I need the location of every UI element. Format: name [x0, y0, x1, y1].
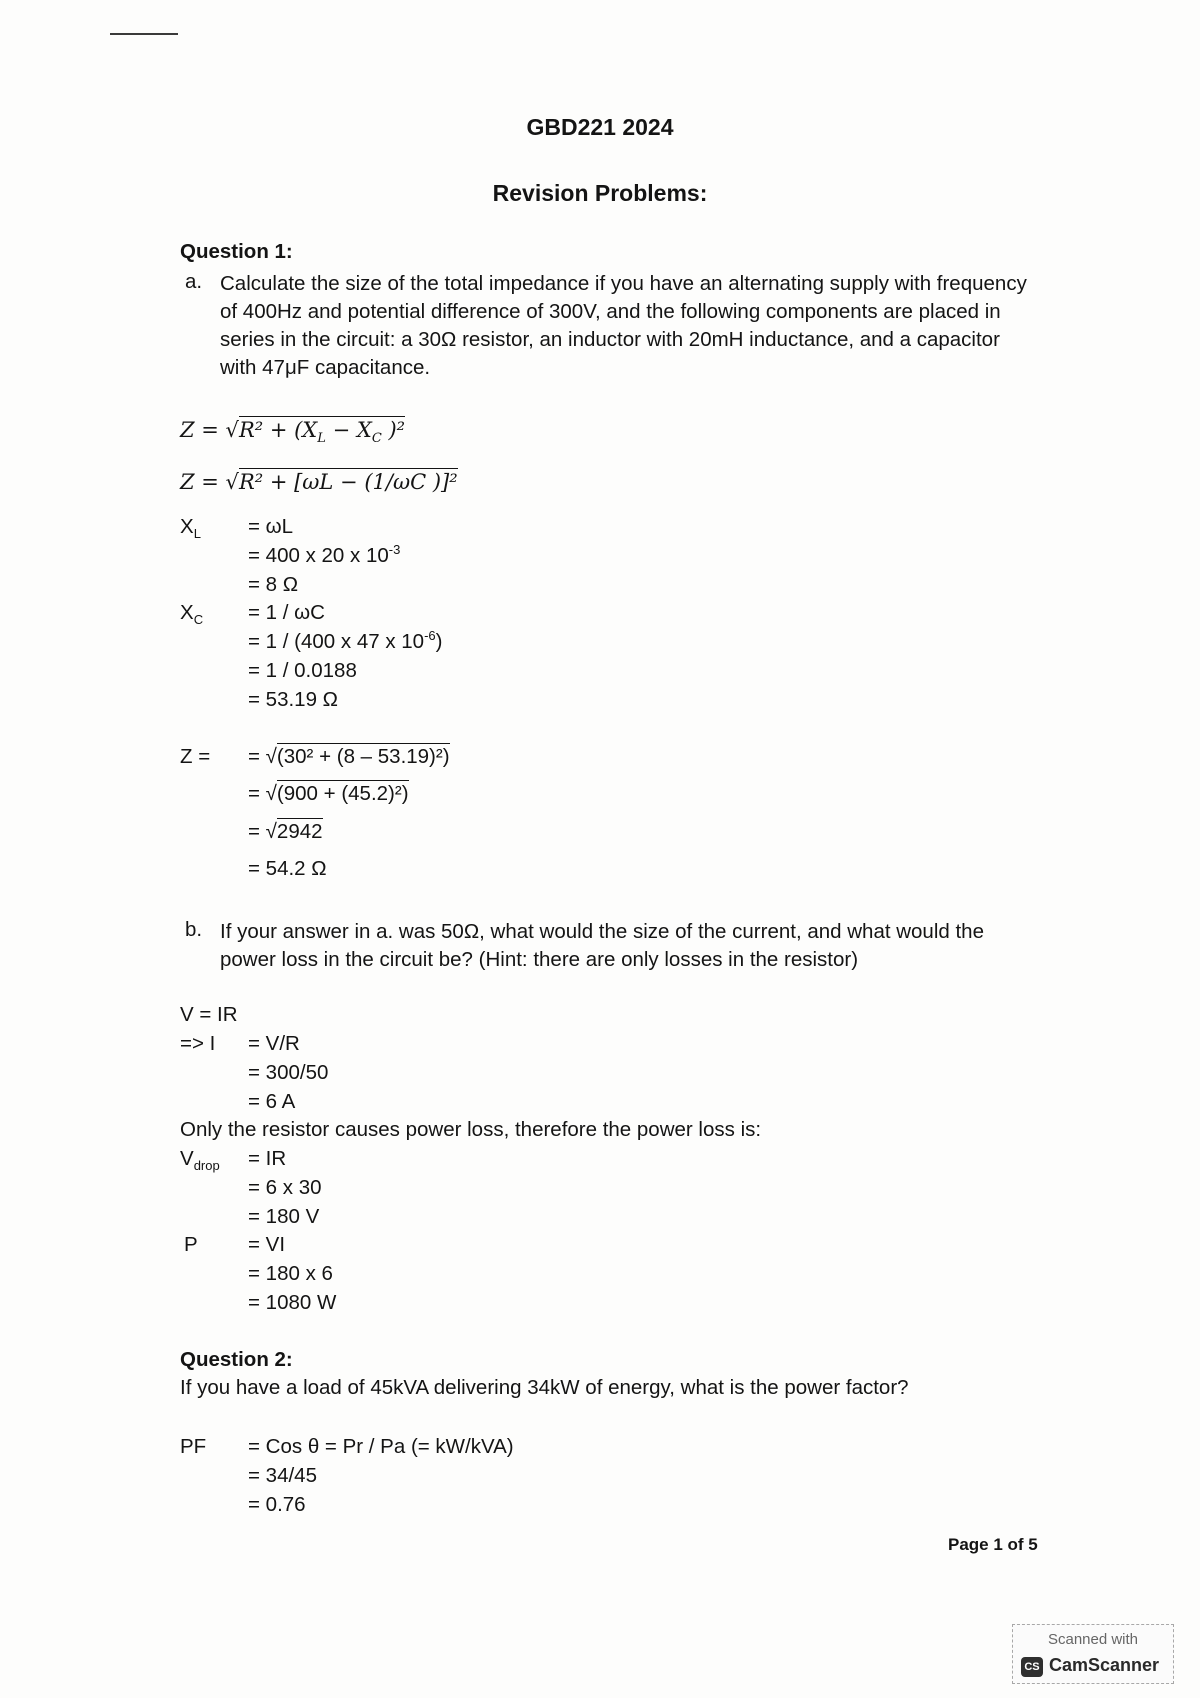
impedance-formula-2: [180, 470, 458, 494]
formula-2-radicand: R² + [ωL − (1/ωC )]²: [238, 470, 458, 494]
z-line-2: = √(900 + (45.2)²): [248, 782, 409, 805]
question-1-heading: Question 1:: [180, 240, 293, 263]
current-label: => I: [180, 1032, 216, 1055]
current-line-2: = 300/50: [248, 1061, 329, 1084]
camscanner-logo-icon: CS: [1021, 1657, 1043, 1677]
z-line-4: = 54.2 Ω: [248, 857, 327, 880]
power-factor-line-2: = 34/45: [248, 1464, 317, 1487]
xl-label: $X_L$: [180, 515, 201, 542]
power-factor-label: PF: [180, 1435, 207, 1458]
power-line-2: = 180 x 6: [248, 1262, 333, 1285]
power-line-3: = 1080 W: [248, 1291, 337, 1314]
z-label: Z =: [180, 745, 211, 768]
formula-1-radicand: $R^2 + (X_L - X_C$ )²: [238, 418, 406, 447]
formula-2-lhs: Z =: [180, 470, 226, 494]
z-line-1: = √(30² + (8 – 53.19)²): [248, 745, 450, 768]
camscanner-watermark: [1012, 1624, 1174, 1684]
power-factor-line-3: = 0.76: [248, 1493, 306, 1516]
power-factor-line-1: = Cos θ = Pr / Pa (= kW/kVA): [248, 1435, 514, 1458]
document-subtitle: Revision Problems:: [492, 180, 708, 206]
xl-line-1: = ωL: [248, 515, 294, 538]
radical-sign: √: [225, 418, 239, 442]
watermark-brand: CamScanner: [1049, 1655, 1160, 1675]
power-line-1: = VI: [248, 1233, 286, 1256]
xl-line-3: = 8 Ω: [248, 573, 299, 596]
watermark-caption: Scanned with: [1047, 1631, 1139, 1648]
vdrop-line-1: = IR: [248, 1147, 287, 1170]
document-title: GBD221 2024: [526, 114, 674, 140]
xc-line-2: = 1 / (400 x 47 x $10^{-6}$): [248, 628, 443, 653]
xl-line-2: = 400 x 20 x $10^{-3}$: [248, 542, 401, 567]
radical-sign: √: [225, 470, 239, 494]
question-2-text: If you have a load of 45kVA delivering 34kW of energy, what is the power factor?: [180, 1376, 909, 1399]
ohms-law: V = IR: [180, 1003, 238, 1026]
vdrop-label: $V_{drop}$: [180, 1147, 220, 1174]
xc-line-4: = 53.19 Ω: [248, 688, 338, 711]
question-1b-text: If your answer in a. was 50Ω, what would the size of the current, and what would the power loss in the circuit be? (Hint: there are only losses in the resistor): [220, 920, 984, 971]
power-loss-note: Only the resistor causes power loss, therefore the power loss is:: [180, 1118, 762, 1141]
current-line-1: = V/R: [248, 1032, 300, 1055]
xc-label: $X_C$: [180, 601, 204, 628]
impedance-formula-1: [180, 418, 406, 447]
question-1b-letter: b.: [185, 918, 203, 941]
question-2-heading: Question 2:: [180, 1348, 293, 1371]
scan-corner-mark: [110, 33, 178, 35]
xc-line-3: = 1 / 0.0188: [248, 659, 357, 682]
formula-1-lhs: Z =: [180, 418, 226, 442]
vdrop-line-3: = 180 V: [248, 1205, 320, 1228]
current-line-3: = 6 A: [248, 1090, 296, 1113]
vdrop-line-2: = 6 x 30: [248, 1176, 322, 1199]
question-1a-letter: a.: [185, 270, 203, 293]
question-1a-text: Calculate the size of the total impedance if you have an alternating supply with frequency of 400Hz and potential difference of 300V, and the following components are placed in series in the circuit: a 30Ω resistor, an inductor with 20mH inductance, and a capacitor with 47μF capacitance.: [220, 272, 1027, 379]
xc-line-1: = 1 / ωC: [248, 601, 325, 624]
power-label: P: [184, 1233, 198, 1256]
z-line-3: = √2942: [248, 820, 323, 843]
page-number: Page 1 of 5: [948, 1535, 1038, 1554]
